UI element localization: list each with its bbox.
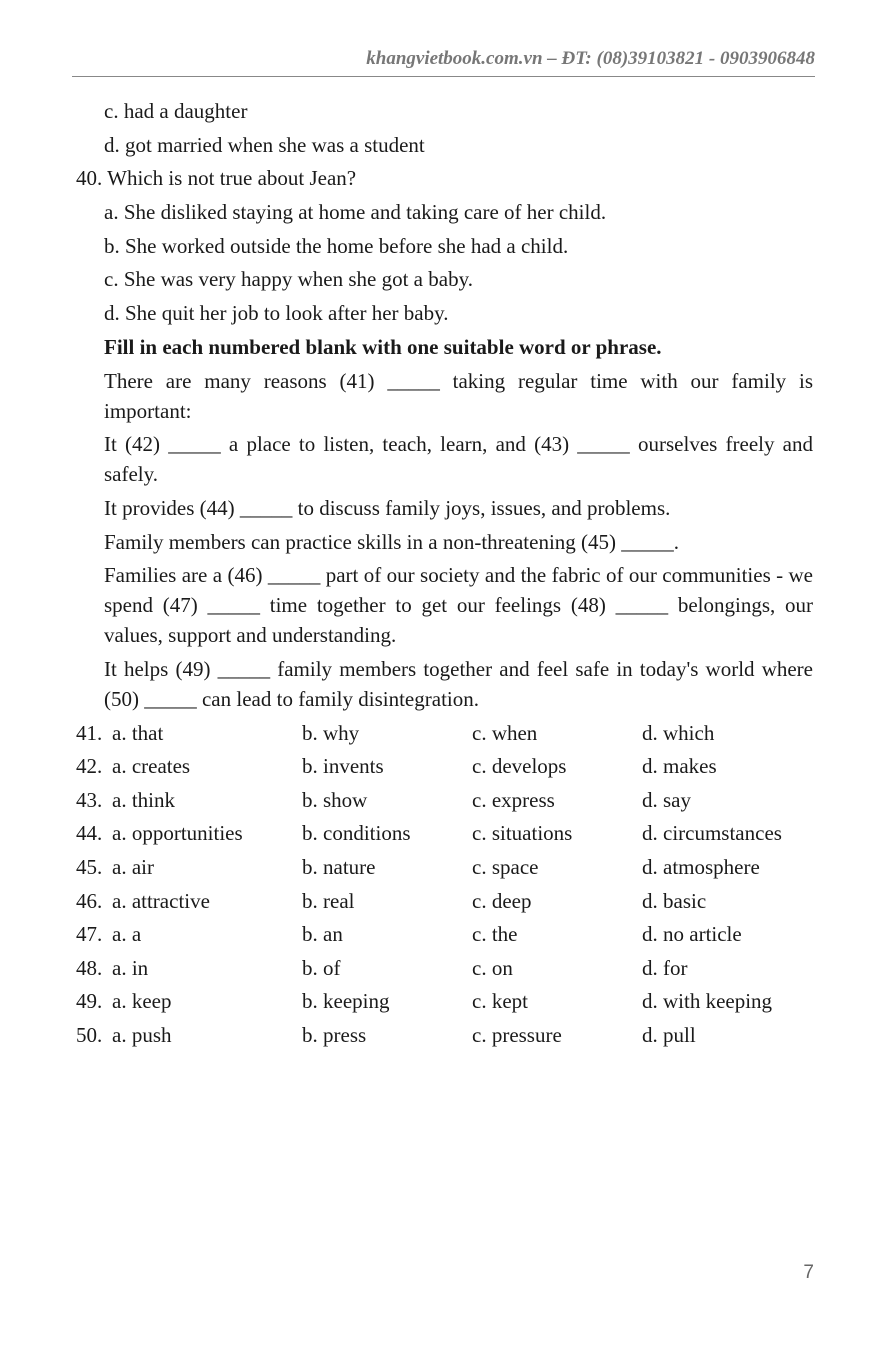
answer-row [76,886,813,916]
answer-option-b: b. real [302,888,355,913]
question-number: 50. [76,1022,103,1047]
answer-option-d: d. makes [642,754,717,779]
instruction: Fill in each numbered blank with one suitable word or phrase. [104,334,662,359]
answer-option-c: c. develops [472,754,567,779]
answer-option-c: c. the [472,922,518,947]
answer-option-b: b. an [302,922,343,947]
answer-option-d: d. basic [642,888,707,913]
answer-row [76,751,813,781]
question-number: 45. [76,855,103,879]
answer-option-a: a. in [112,955,149,980]
question-number: 41. [76,720,103,745]
answer-option-d: d. no article [642,922,742,947]
question-number: 48. [76,955,103,980]
option-line: c. She was very happy when she got a baby. [104,267,473,292]
answer-option-c: c. when [472,720,538,745]
answer-option-a: a. creates [112,754,191,779]
answer-row [76,852,813,882]
passage-paragraph: Family members can practice skills in a non-threatening (45) _____. [104,529,680,554]
answer-option-c: c. deep [472,888,532,913]
answer-row [76,1020,813,1050]
question-number: 43. [76,787,103,812]
page-header: khangvietbook.com.vn – ĐT: (08)39103821 - 0903906848 [72,48,815,77]
answer-option-b: b. press [302,1022,367,1047]
question-number: 49. [76,989,103,1014]
answer-option-b: b. show [302,787,368,812]
answer-option-c: c. space [472,855,539,879]
answer-option-c: c. kept [472,989,528,1014]
answer-option-c: c. situations [472,821,573,846]
passage-paragraph: There are many reasons (41) _____ taking regular time with our family is important: [104,368,813,423]
answer-option-c: c. pressure [472,1022,562,1047]
answer-option-a: a. push [112,1022,172,1047]
answer-option-a: a. keep [112,989,172,1014]
option-line: b. She worked outside the home before she had a child. [104,233,569,258]
answer-option-b: b. conditions [302,821,411,846]
answer-option-c: c. on [472,955,513,980]
answer-row [76,818,813,848]
answer-option-a: a. air [112,855,154,879]
answer-option-d: d. which [642,720,715,745]
passage-paragraph: It (42) _____ a place to listen, teach, learn, and (43) _____ ourselves freely and safely. [104,432,813,487]
answer-option-d: d. with keeping [642,989,773,1014]
answer-option-a: a. that [112,720,164,745]
answer-row [76,919,813,949]
answer-row [76,953,813,983]
question-number: 47. [76,922,103,947]
answer-row [76,718,813,748]
answer-option-d: d. circumstances [642,821,782,846]
question-number: 44. [76,821,103,846]
answer-option-a: a. opportunities [112,821,243,846]
answer-option-b: b. of [302,955,341,980]
answer-option-b: b. invents [302,754,384,779]
passage-paragraph: It helps (49) _____ family members together and feel safe in today's world where (50) _____ can lead to family disintegration. [104,656,813,711]
question-number: 46. [76,888,103,913]
option-line: d. She quit her job to look after her baby. [104,301,449,326]
question-40: 40. Which is not true about Jean? [76,166,357,191]
answer-row [76,986,813,1016]
answer-options [76,718,813,1050]
answer-row [76,785,813,815]
answer-option-d: d. say [642,787,691,812]
answer-option-a: a. a [112,922,142,947]
answer-option-b: b. nature [302,855,376,879]
passage-paragraph: It provides (44) _____ to discuss family joys, issues, and problems. [104,495,671,520]
passage-paragraph: Families are a (46) _____ part of our society and the fabric of our communities - we spend (47) _____ time together to get our feelings (48) _____ belongings, our values, support and understanding. [104,563,813,648]
option-line: a. She disliked staying at home and taking care of her child. [104,200,607,225]
answer-option-b: b. keeping [302,989,390,1014]
answer-option-c: c. express [472,787,555,812]
option-line: d. got married when she was a student [104,132,425,157]
answer-option-d: d. for [642,955,688,980]
page-content [76,96,813,1054]
answer-option-b: b. why [302,720,360,745]
page-number: 7 [803,1262,814,1283]
answer-option-a: a. think [112,787,175,812]
answer-option-a: a. attractive [112,888,210,913]
answer-option-d: d. atmosphere [642,855,760,879]
option-line: c. had a daughter [104,99,248,123]
answer-option-d: d. pull [642,1022,696,1047]
question-number: 42. [76,754,103,779]
